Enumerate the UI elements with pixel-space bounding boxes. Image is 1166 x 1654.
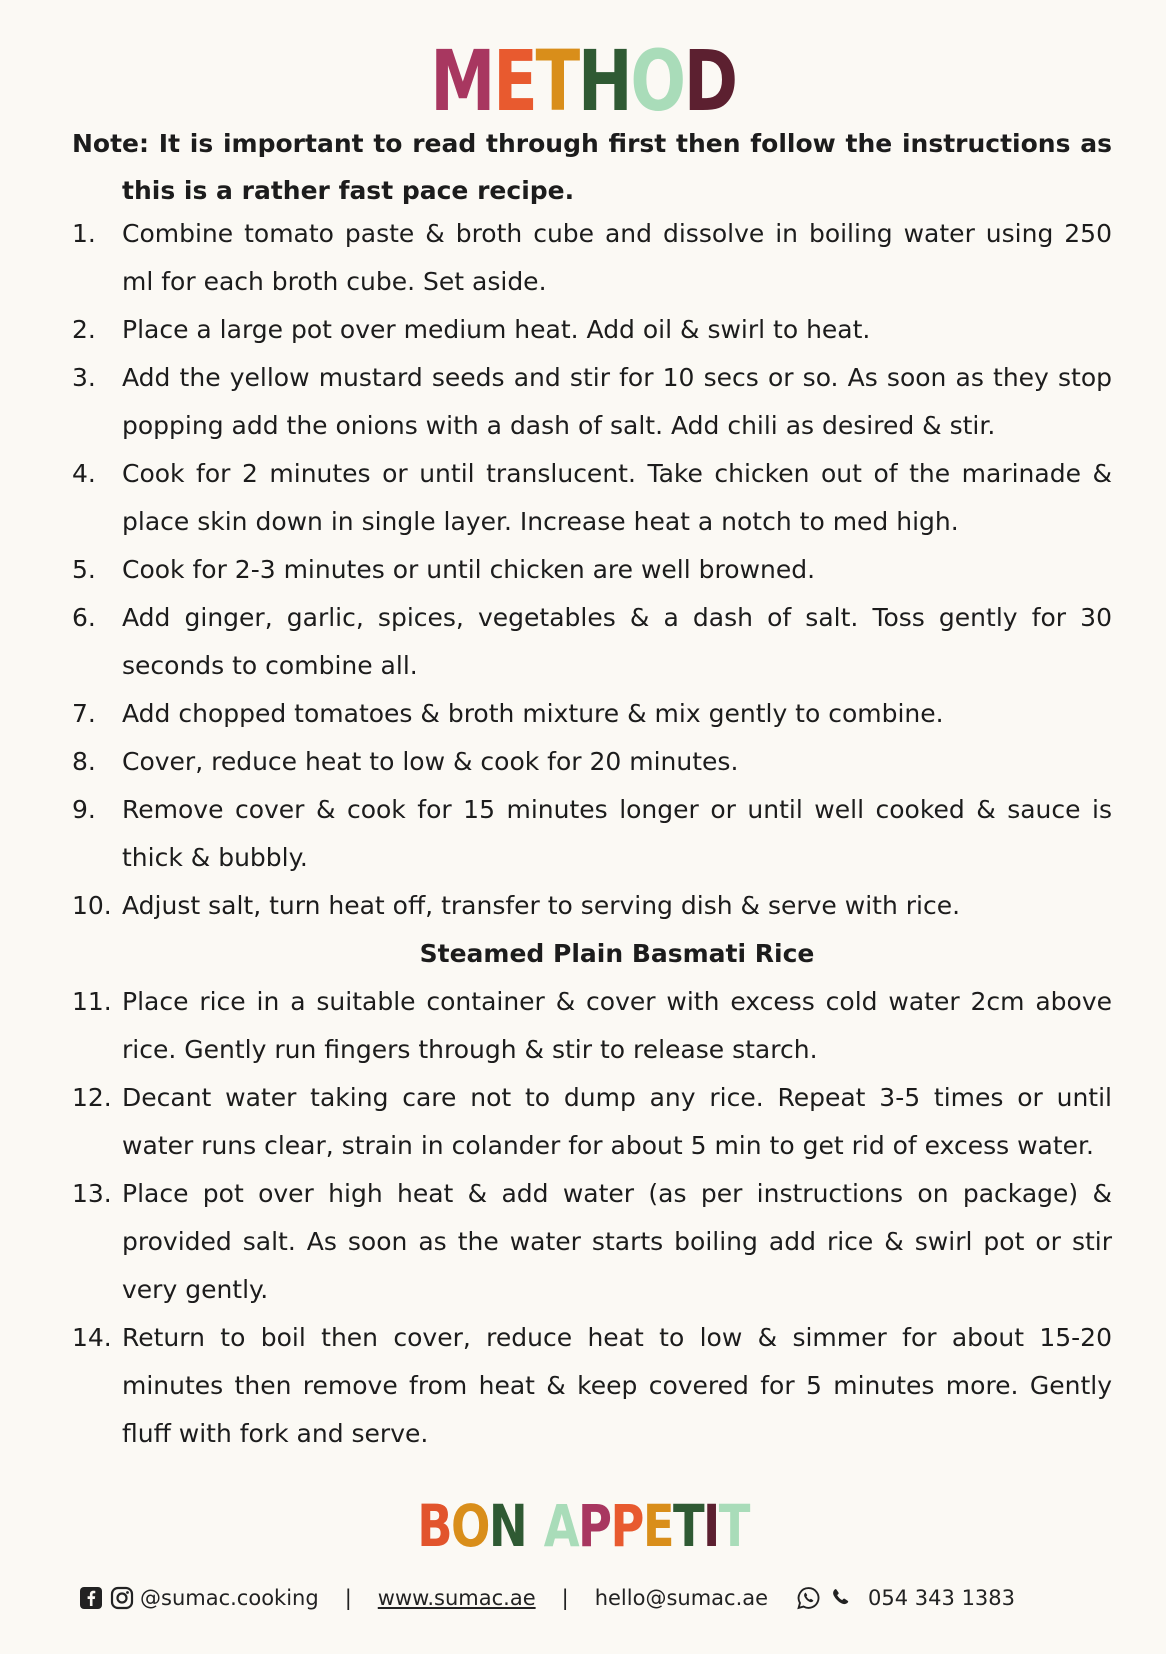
phone-number[interactable]: 054 343 1383 <box>868 1586 1016 1610</box>
list-item <box>72 546 1112 594</box>
step-number: 14. <box>72 1323 112 1352</box>
list-item <box>72 882 1112 930</box>
step-number: 8. <box>72 747 96 776</box>
page-title <box>128 32 1037 130</box>
list-item <box>72 354 1112 450</box>
closing-letter: T <box>672 1492 704 1560</box>
step-number: 4. <box>72 459 96 488</box>
step-number: 11. <box>72 987 112 1016</box>
method-steps <box>72 210 1112 1458</box>
step-number: 5. <box>72 555 96 584</box>
list-item <box>72 210 1112 306</box>
title-letter: E <box>493 32 536 130</box>
step-text: Add chopped tomatoes & broth mixture & mix gently to combine. <box>122 699 944 728</box>
footer-separator: | <box>561 1586 569 1610</box>
closing-letter: E <box>642 1492 673 1560</box>
step-number: 2. <box>72 315 96 344</box>
step-number: 6. <box>72 603 96 632</box>
website-link[interactable]: www.sumac.ae <box>377 1586 536 1610</box>
whatsapp-icon[interactable] <box>796 1586 821 1611</box>
step-number: 13. <box>72 1179 112 1208</box>
step-text: Combine tomato paste & broth cube and dissolve in boiling water using 250 ml for each broth cube. Set aside. <box>122 219 1112 296</box>
step-text: Decant water taking care not to dump any rice. Repeat 3-5 times or until water runs clear, strain in colander for about 5 min to get rid of excess water. <box>122 1083 1112 1160</box>
closing-letter: P <box>610 1492 643 1560</box>
closing-letter: O <box>451 1492 489 1560</box>
facebook-icon[interactable] <box>78 1586 103 1611</box>
title-letter: D <box>683 32 736 130</box>
step-number: 12. <box>72 1083 112 1112</box>
step-text: Adjust salt, turn heat off, transfer to serving dish & serve with rice. <box>122 891 961 920</box>
closing-letter: N <box>488 1492 527 1560</box>
step-number: 7. <box>72 699 96 728</box>
section-subheading: Steamed Plain Basmati Rice <box>419 939 815 968</box>
phone-icon[interactable] <box>827 1586 852 1611</box>
step-text: Add the yellow mustard seeds and stir for 10 secs or so. As soon as they stop popping add the onions with a dash of salt. Add chili as desired & stir. <box>122 363 1112 440</box>
list-item <box>72 306 1112 354</box>
list-item <box>72 450 1112 546</box>
step-text: Place rice in a suitable container & cover with excess cold water 2cm above rice. Gently run fingers through & stir to release starch. <box>122 987 1112 1064</box>
step-text: Cover, reduce heat to low & cook for 20 minutes. <box>122 747 739 776</box>
step-text: Add ginger, garlic, spices, vegetables & a dash of salt. Toss gently for 30 seconds to combine all. <box>122 603 1112 680</box>
email-address[interactable]: hello@sumac.ae <box>594 1586 769 1610</box>
step-text: Remove cover & cook for 15 minutes longer or until well cooked & sauce is thick & bubbly. <box>122 795 1112 872</box>
list-item <box>72 978 1112 1074</box>
step-number: 3. <box>72 363 96 392</box>
closing-letter: I <box>703 1492 719 1560</box>
title-letter: T <box>535 32 578 130</box>
step-number: 9. <box>72 795 96 824</box>
footer-separator: | <box>344 1586 352 1610</box>
list-item <box>72 738 1112 786</box>
list-item <box>72 690 1112 738</box>
step-text: Return to boil then cover, reduce heat to low & simmer for about 15-20 minutes then remove from heat & keep covered for 5 minutes more. Gently fluff with fork and serve. <box>122 1323 1112 1448</box>
closing-letter: P <box>578 1492 611 1560</box>
step-text: Place a large pot over medium heat. Add oil & swirl to heat. <box>122 315 871 344</box>
closing-letter: B <box>417 1492 452 1560</box>
recipe-note: Note: It is important to read through first then follow the instructions as this is a rather fast pace recipe. <box>72 129 1112 205</box>
instagram-icon[interactable] <box>109 1586 134 1611</box>
closing-letter: T <box>718 1492 749 1560</box>
footer <box>78 1578 1015 1618</box>
step-text: Cook for 2 minutes or until translucent. Take chicken out of the marinade & place skin down in single layer. Increase heat a notch to med high. <box>122 459 1112 536</box>
title-letter: H <box>577 32 631 130</box>
closing-title <box>117 1492 1050 1560</box>
list-item <box>72 786 1112 882</box>
list-item <box>72 1314 1112 1458</box>
title-letter: M <box>430 32 494 130</box>
social-handle[interactable]: @sumac.cooking <box>140 1586 319 1610</box>
step-number: 10. <box>72 891 112 920</box>
title-letter: O <box>630 32 684 130</box>
list-item <box>72 1074 1112 1170</box>
list-item <box>72 1170 1112 1314</box>
step-text: Cook for 2-3 minutes or until chicken are well browned. <box>122 555 816 584</box>
closing-letter: A <box>543 1492 579 1560</box>
step-number: 1. <box>72 219 96 248</box>
list-item <box>72 594 1112 690</box>
step-text: Place pot over high heat & add water (as per instructions on package) & provided salt. As soon as the water starts boiling add rice & swirl pot or stir very gently. <box>122 1179 1112 1304</box>
